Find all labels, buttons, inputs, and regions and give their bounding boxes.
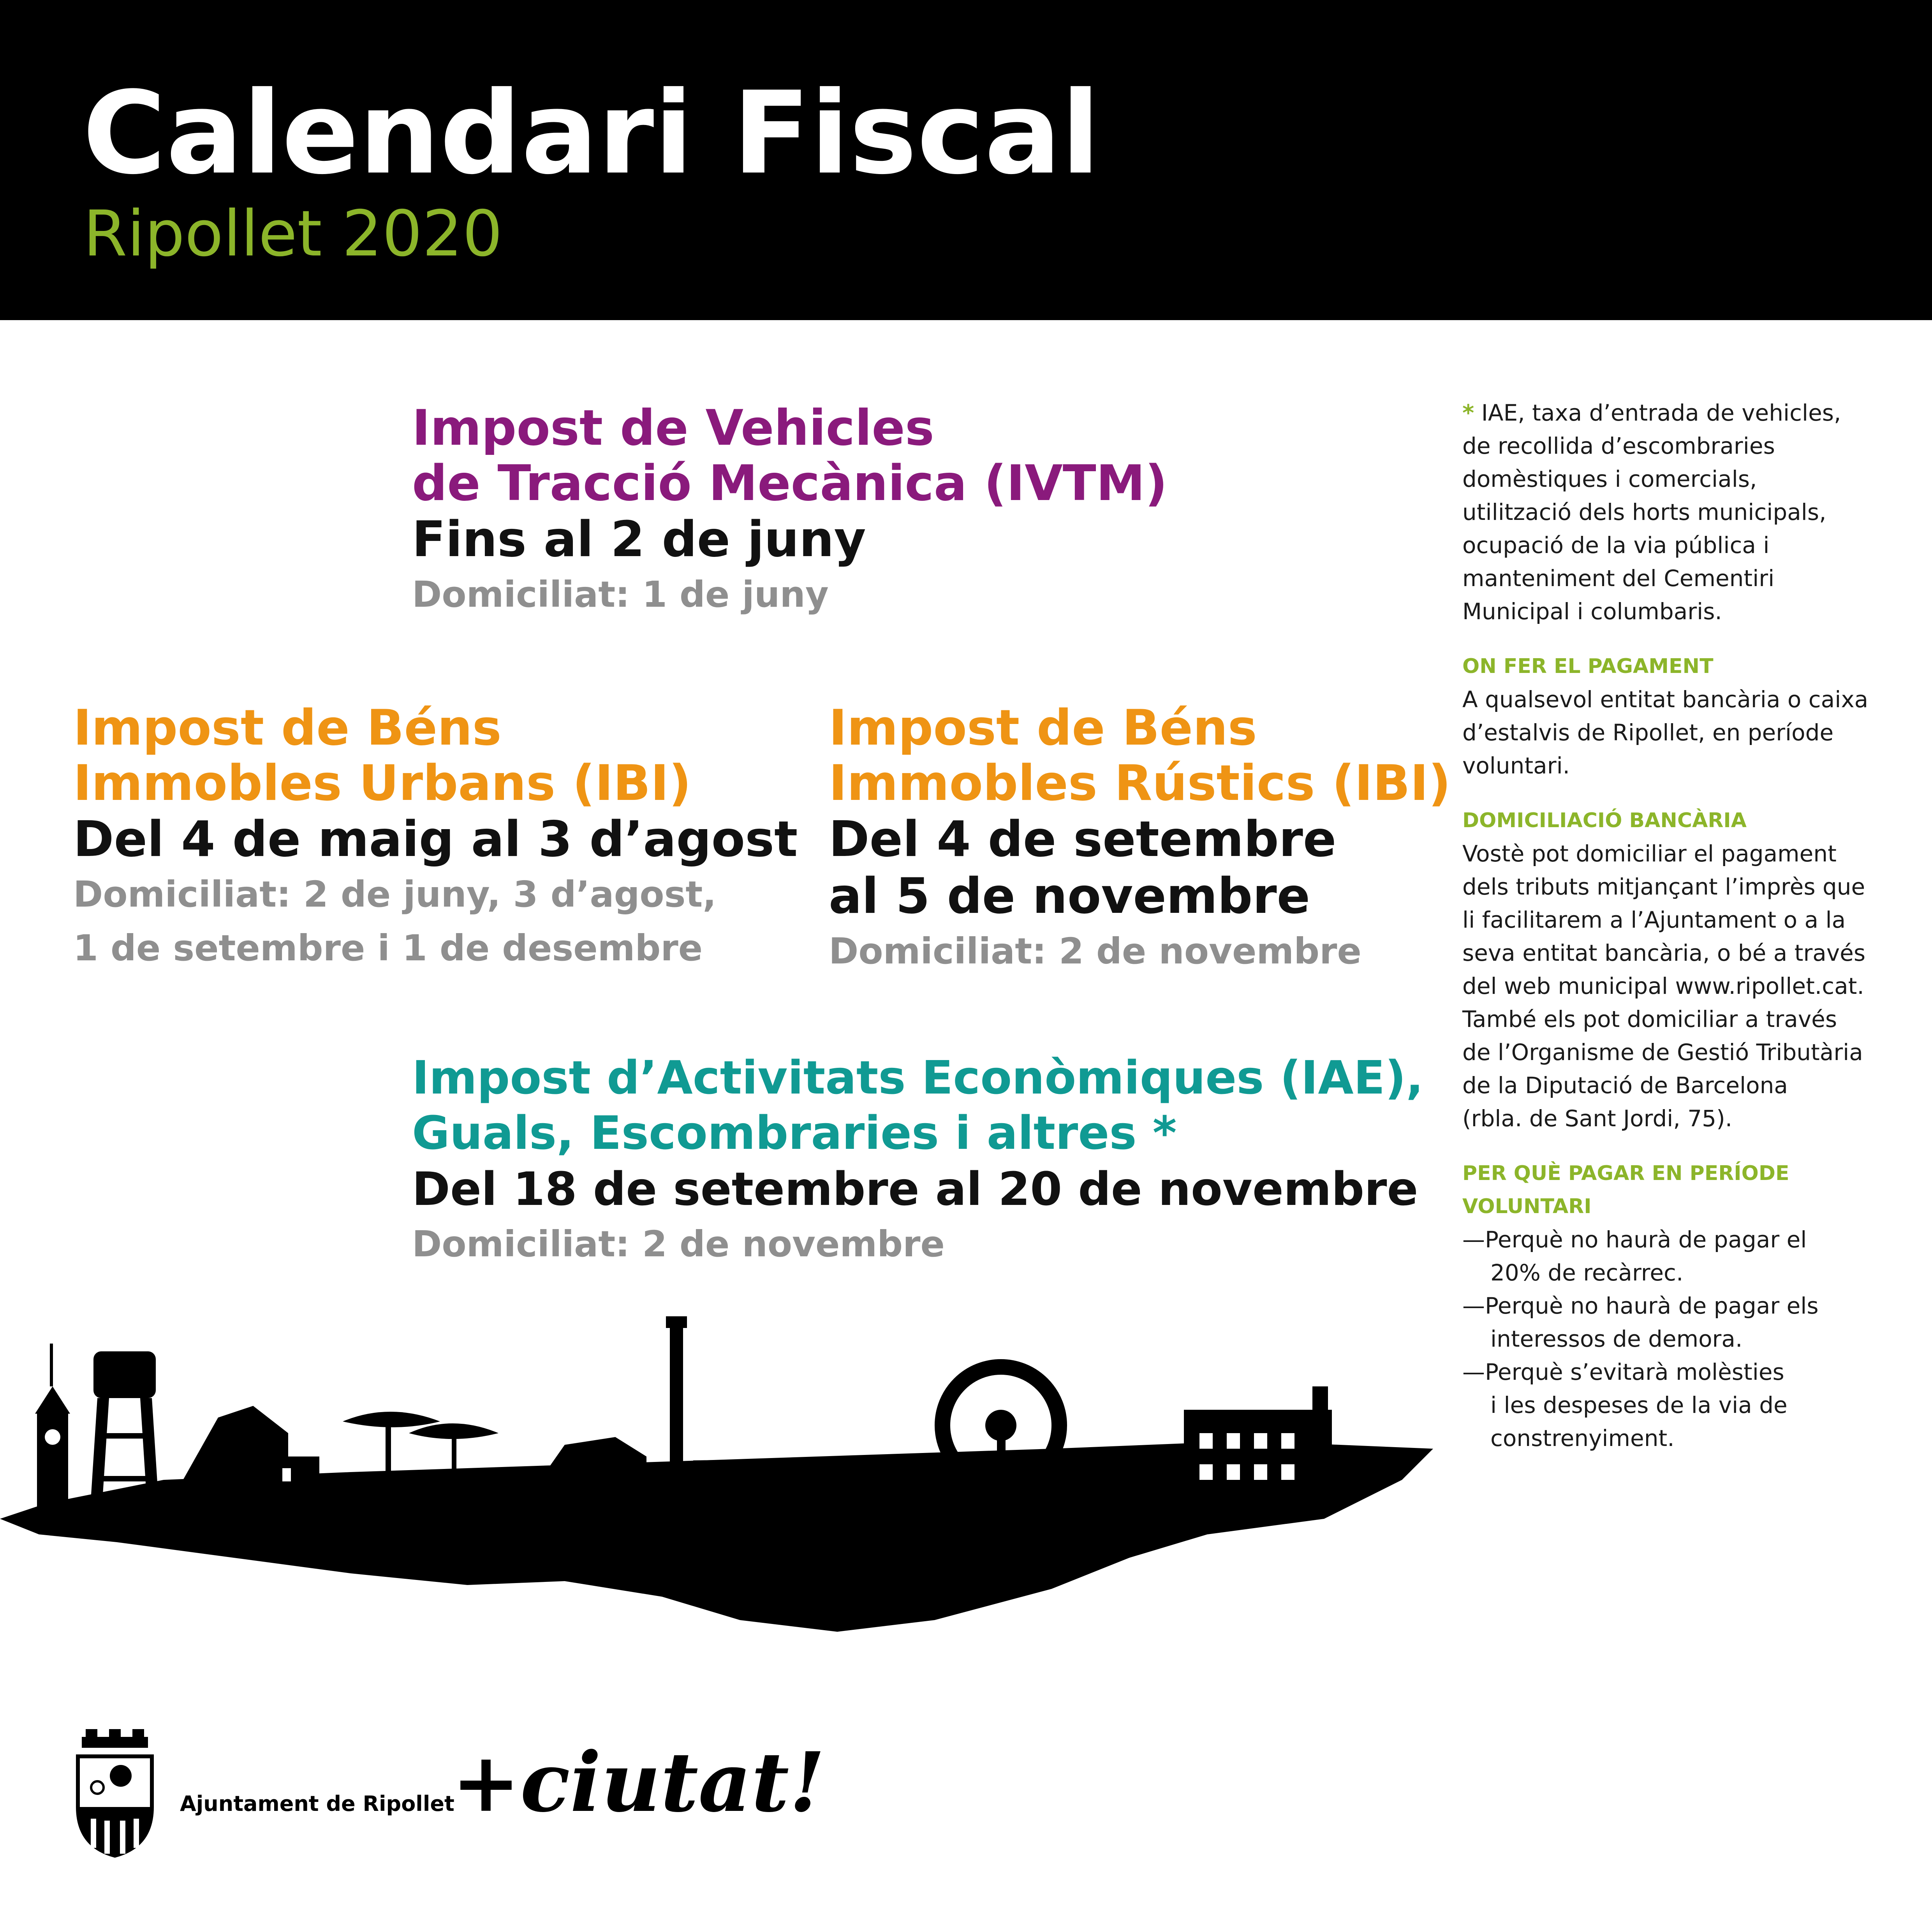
- direct-debit-line: (rbla. de Sant Jordi, 75).: [1462, 1105, 1733, 1132]
- tax-domiciled: 1 de setembre i 1 de desembre: [73, 927, 703, 969]
- note-line: Municipal i columbaris.: [1462, 598, 1722, 625]
- direct-debit-line: li facilitarem a l’Ajuntament o a la: [1462, 907, 1846, 933]
- tax-name-line: Guals, Escombraries i altres *: [412, 1106, 1177, 1160]
- note-line: ocupació de la via pública i: [1462, 532, 1770, 558]
- payment-line: voluntari.: [1462, 752, 1570, 779]
- council-crest-logo: [70, 1729, 160, 1858]
- tax-period: Fins al 2 de juny: [412, 511, 866, 568]
- tax-name-line: Impost de Vehicles: [412, 399, 934, 456]
- page-subtitle: Ripollet 2020: [83, 197, 503, 271]
- direct-debit-line: dels tributs mitjançant l’imprès que: [1462, 874, 1865, 900]
- tax-name-line: Impost d’Activitats Econòmiques (IAE),: [412, 1051, 1424, 1104]
- note-line: manteniment del Cementiri: [1462, 565, 1775, 592]
- direct-debit-line: de l’Organisme de Gestió Tributària: [1462, 1039, 1863, 1066]
- direct-debit-line: de la Diputació de Barcelona: [1462, 1072, 1788, 1099]
- tax-ibi-urban: [73, 700, 798, 975]
- why-heading: VOLUNTARI: [1462, 1195, 1592, 1218]
- payment-heading: ON FER EL PAGAMENT: [1462, 655, 1714, 678]
- reason-item: i les despeses de la via de: [1490, 1392, 1788, 1418]
- note-line: de recollida d’escombraries: [1462, 433, 1775, 459]
- asterisk-icon: *: [1462, 400, 1474, 426]
- header-bar: [0, 0, 1932, 320]
- tax-ibi-rustic: [829, 700, 1451, 978]
- council-name: Ajuntament de Ripollet: [180, 1791, 454, 1816]
- slogan-lettering: [452, 1734, 825, 1834]
- tax-name-line: de Tracció Mecànica (IVTM): [412, 454, 1168, 512]
- tax-domiciled: Domiciliat: 1 de juny: [412, 574, 829, 615]
- reason-item: 20% de recàrrec.: [1490, 1259, 1684, 1286]
- tax-domiciled: Domiciliat: 2 de juny, 3 d’agost,: [73, 874, 717, 915]
- reason-item: —Perquè no haurà de pagar el: [1462, 1226, 1807, 1253]
- direct-debit-line: Vostè pot domiciliar el pagament: [1462, 840, 1837, 867]
- why-heading: PER QUÈ PAGAR EN PERÍODE: [1462, 1162, 1789, 1185]
- reason-item: —Perquè s’evitarà molèsties: [1462, 1359, 1784, 1385]
- page-title: Calendari Fiscal: [83, 67, 1100, 199]
- tax-period: Del 4 de maig al 3 d’agost: [73, 810, 798, 868]
- direct-debit-line: del web municipal www.ripollet.cat.: [1462, 973, 1864, 999]
- tax-period: Del 4 de setembre: [829, 810, 1337, 868]
- tax-domiciled: Domiciliat: 2 de novembre: [829, 930, 1361, 972]
- tax-domiciled: Domiciliat: 2 de novembre: [412, 1223, 945, 1265]
- tax-name-line: Impost de Béns: [829, 699, 1257, 756]
- note-line: domèstiques i comercials,: [1462, 466, 1757, 492]
- tax-period: al 5 de novembre: [829, 867, 1310, 925]
- reason-item: —Perquè no haurà de pagar els: [1462, 1293, 1819, 1319]
- tax-name-line: Impost de Béns: [73, 699, 502, 756]
- note-line: utilització dels horts municipals,: [1462, 499, 1826, 525]
- payment-line: A qualsevol entitat bancària o caixa: [1462, 686, 1869, 713]
- reason-item: interessos de demora.: [1490, 1326, 1743, 1352]
- reason-item: constrenyiment.: [1490, 1425, 1675, 1451]
- info-sidebar: [1462, 396, 1910, 1455]
- tax-iae: [412, 1050, 1423, 1271]
- tax-ivtm: [412, 400, 1168, 622]
- tax-period: Del 18 de setembre al 20 de novembre: [412, 1162, 1418, 1216]
- note-line: * IAE, taxa d’entrada de vehicles,: [1462, 400, 1841, 426]
- payment-line: d’estalvis de Ripollet, en període: [1462, 719, 1834, 746]
- tax-name-line: Immobles Rústics (IBI): [829, 754, 1451, 812]
- direct-debit-line: seva entitat bancària, o bé a través: [1462, 940, 1866, 966]
- town-skyline-illustration: [0, 1316, 1441, 1706]
- direct-debit-heading: DOMICILIACIÓ BANCÀRIA: [1462, 809, 1747, 832]
- slogan-text: +ciutat!: [452, 1734, 825, 1830]
- direct-debit-line: També els pot domiciliar a través: [1462, 1006, 1837, 1032]
- tax-name-line: Immobles Urbans (IBI): [73, 754, 691, 812]
